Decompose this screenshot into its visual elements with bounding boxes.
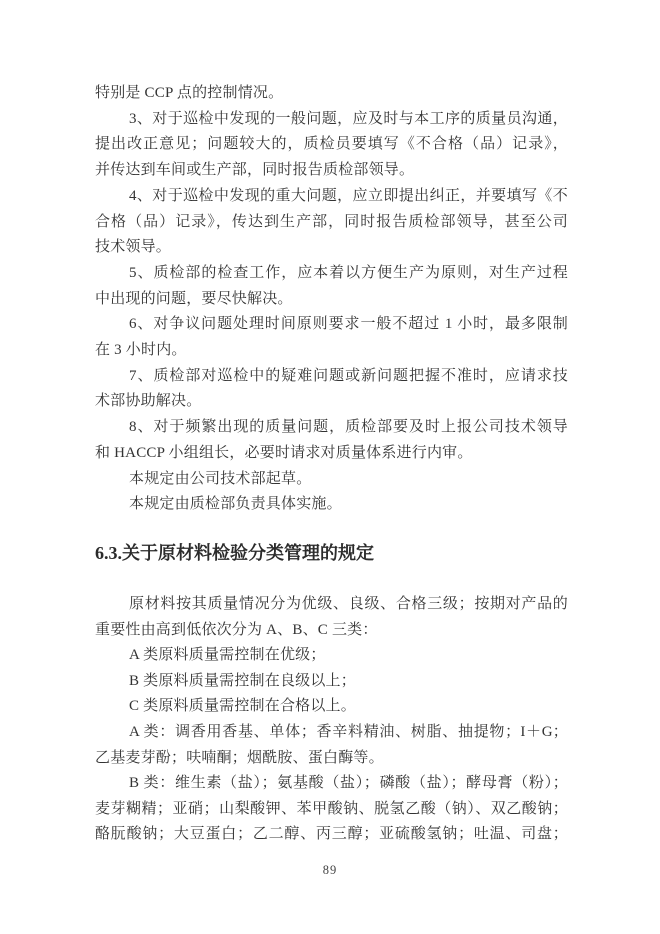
- text-line: 4、对于巡检中发现的重大问题，应立即提出纠正，并要填写《不: [129, 187, 568, 204]
- text-line: 特别是 CCP 点的控制情况。: [95, 85, 284, 101]
- text-line: 麦芽糊精；亚硝；山梨酸钾、苯甲酸钠、脱氢乙酸（钠）、双乙酸钠；: [95, 800, 568, 817]
- text-line: C 类原料质量需控制在合格以上。: [129, 698, 356, 715]
- text-line: 7、质检部对巡检中的疑难问题或新问题把握不准时，应请求技: [129, 367, 568, 384]
- text-line: B 类原料质量需控制在良级以上；: [129, 672, 356, 689]
- text-line: 酪朊酸钠；大豆蛋白；乙二醇、丙三醇；亚硫酸氢钠；吐温、司盘；: [95, 826, 568, 843]
- text-line: 8、对于频繁出现的质量问题，质检部要及时上报公司技术领导: [129, 419, 568, 436]
- text-line: 重要性由高到低依次分为 A、B、C 三类：: [95, 621, 378, 638]
- text-line: 技术领导。: [95, 239, 172, 256]
- text-line: 并传达到车间或生产部，同时报告质检部领导。: [95, 162, 415, 179]
- text-line: 乙基麦芽酚；呋喃酮；烟酰胺、蛋白酶等。: [95, 749, 384, 766]
- materials-classification-section: [95, 592, 568, 848]
- text-line: 在 3 小时内。: [95, 342, 187, 359]
- text-line: 和 HACCP 小组组长，必要时请求对质量体系进行内审。: [95, 444, 473, 461]
- page-number: 89: [322, 863, 338, 877]
- text-line: 术部协助解决。: [95, 393, 202, 410]
- text-line: 6、对争议问题处理时间原则要求一般不超过 1 小时，最多限制: [129, 316, 568, 333]
- regulation-body-section: [95, 81, 568, 518]
- text-line: 提出改正意见；问题较大的，质检员要填写《不合格（品）记录》，: [95, 136, 568, 153]
- section-heading: 6.3.关于原材料检验分类管理的规定: [95, 543, 374, 563]
- text-line: A 类：调香用香基、单体；香辛料精油、树脂、抽提物；I＋G；: [129, 723, 568, 740]
- text-line: 原材料按其质量情况分为优级、良级、合格三级；按期对产品的: [129, 596, 568, 612]
- text-line: 合格（品）记录》，传达到生产部，同时报告质检部领导，甚至公司: [95, 213, 568, 230]
- text-line: 3、对于巡检中发现的一般问题，应及时与本工序的质量员沟通，: [129, 110, 568, 127]
- text-line: A 类原料质量需控制在优级；: [129, 647, 326, 664]
- text-line: 中出现的问题，要尽快解决。: [95, 290, 293, 307]
- text-line: B 类：维生素（盐）；氨基酸（盐）；磷酸（盐）；酵母膏（粉）；: [129, 775, 568, 792]
- text-line: 5、质检部的检查工作，应本着以方便生产为原则，对生产过程: [129, 264, 568, 281]
- text-line: 本规定由公司技术部起草。: [129, 470, 312, 487]
- text-line: 本规定由质检部负责具体实施。: [129, 496, 342, 513]
